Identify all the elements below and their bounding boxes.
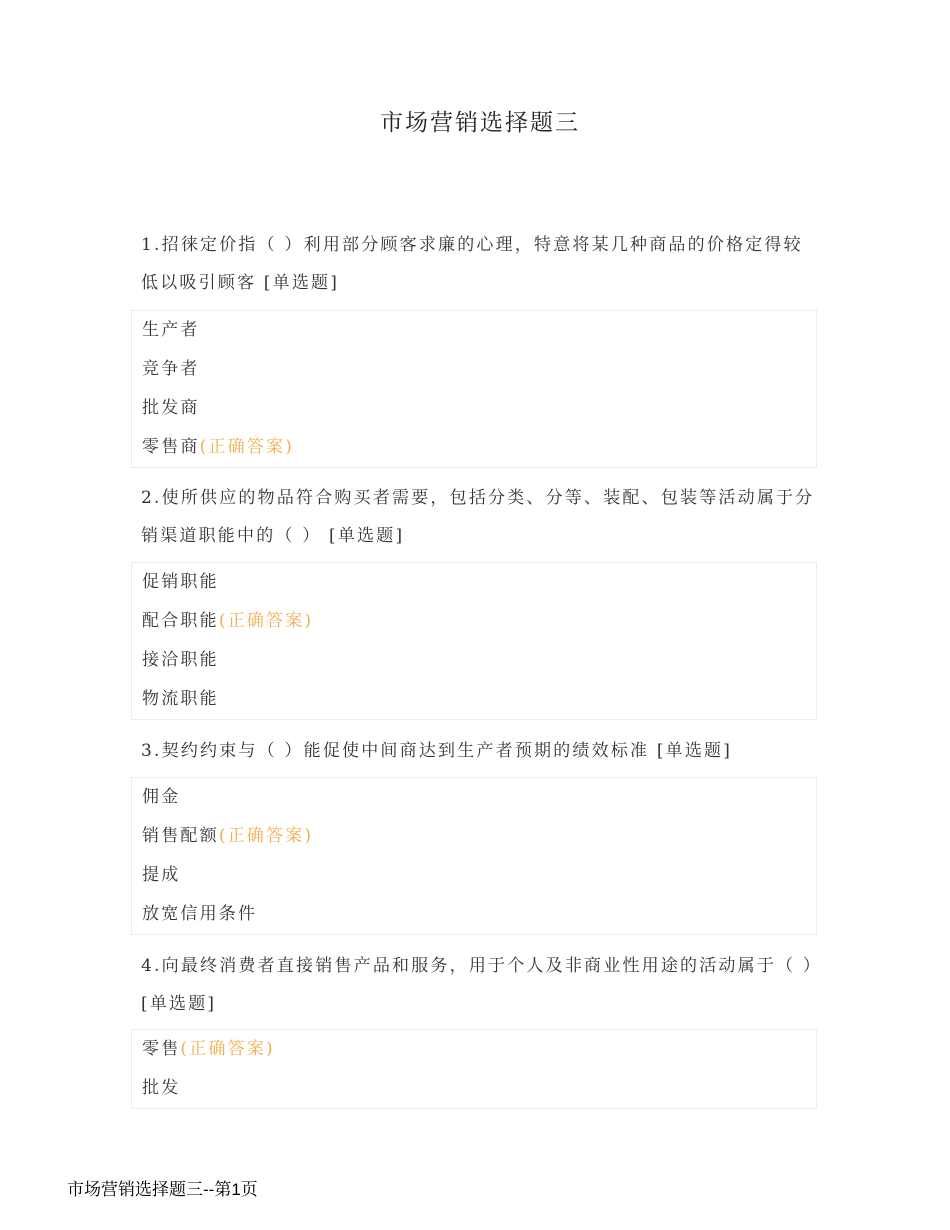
correct-answer-tag: (正确答案) <box>199 437 295 457</box>
option-1-b <box>132 350 816 389</box>
option-label: 接洽职能 <box>142 650 219 670</box>
option-label: 竞争者 <box>142 359 200 379</box>
correct-answer-tag: (正确答案) <box>218 611 314 631</box>
option-2-b <box>132 602 816 641</box>
option-label: 销售配额 <box>142 826 219 846</box>
page-title: 市场营销选择题三 <box>380 110 580 136</box>
option-label: 批发 <box>142 1078 181 1098</box>
option-label: 批发商 <box>142 398 200 418</box>
option-3-b <box>132 817 816 856</box>
option-1-d <box>132 428 816 467</box>
option-3-d <box>132 895 816 934</box>
option-label: 零售 <box>142 1039 181 1059</box>
option-label: 零售商 <box>142 437 200 457</box>
option-3-c <box>132 856 816 895</box>
option-label: 配合职能 <box>142 611 219 631</box>
option-4-b <box>132 1069 816 1108</box>
option-3-a <box>132 778 816 817</box>
option-4-a <box>132 1030 816 1069</box>
option-2-a <box>132 563 816 602</box>
question-1-text: 1.招徕定价指（ ）利用部分顾客求廉的心理，特意将某几种商品的价格定得较低以吸引顾客 [单选题] <box>141 235 803 293</box>
option-1-a <box>132 311 816 350</box>
option-label: 生产者 <box>142 320 200 340</box>
page-footer: 市场营销选择题三--第1页 <box>67 1180 258 1199</box>
option-label: 促销职能 <box>142 572 219 592</box>
option-1-c <box>132 389 816 428</box>
question-2-options <box>131 562 817 720</box>
question-3-text: 3.契约约束与（ ）能促使中间商达到生产者预期的绩效标准 [单选题] <box>141 741 733 761</box>
option-2-d <box>132 680 816 719</box>
question-1-options <box>131 310 817 468</box>
option-label: 提成 <box>142 865 181 885</box>
option-label: 佣金 <box>142 787 181 807</box>
question-2-text: 2.使所供应的物品符合购买者需要，包括分类、分等、装配、包装等活动属于分销渠道职能中的（ ） [单选题] <box>141 488 815 546</box>
correct-answer-tag: (正确答案) <box>180 1039 275 1059</box>
correct-answer-tag: (正确答案) <box>218 826 314 846</box>
question-4-options <box>131 1029 817 1109</box>
question-4-text: 4.向最终消费者直接销售产品和服务，用于个人及非商业性用途的活动属于（ ）[单选题] <box>141 956 814 1014</box>
option-2-c <box>132 641 816 680</box>
option-label: 放宽信用条件 <box>142 904 258 924</box>
question-3-options <box>131 777 817 935</box>
option-label: 物流职能 <box>142 689 219 709</box>
